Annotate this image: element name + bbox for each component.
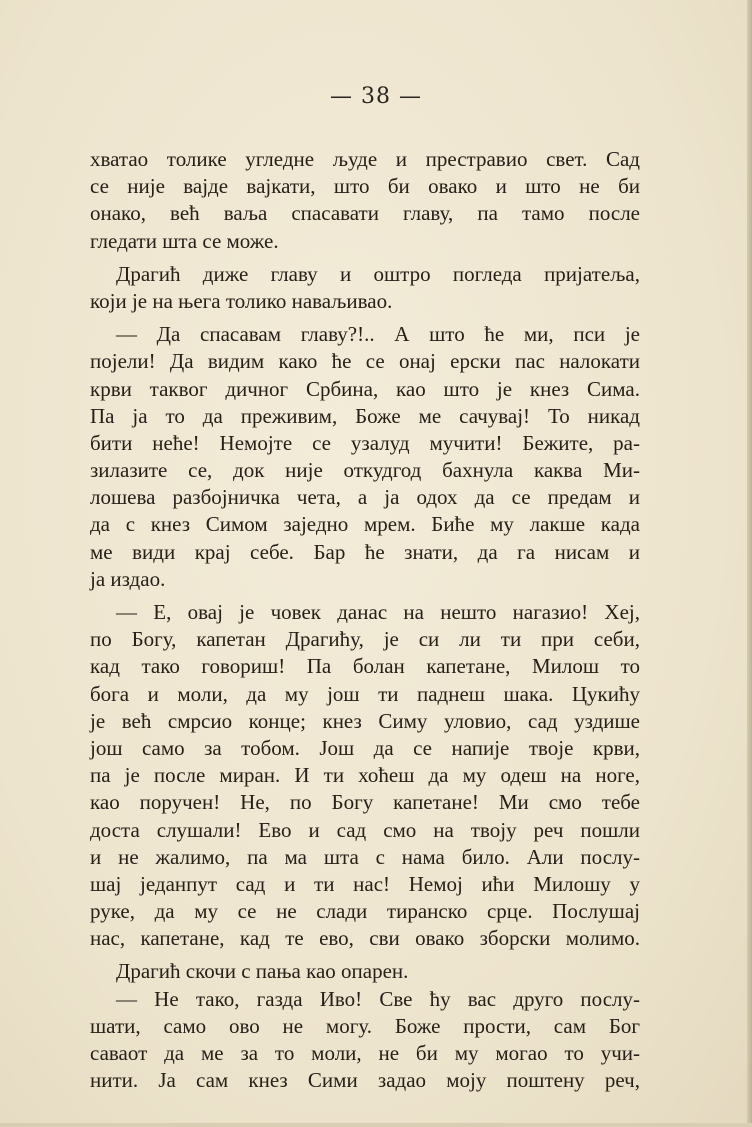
text-line: — Е, овај је човек данас на нешто нагазио! Хеј, — [116, 600, 640, 624]
text-line: — Не тако, газда Иво! Све ћу вас друго послу- — [116, 986, 640, 1011]
text-line: ја издао. — [90, 566, 166, 591]
text-line: зилазите се, док није откудгод бахнула каква Ми- — [90, 458, 640, 483]
text-line: бити неће! Немојте се узалуд мучити! Бежите, ра- — [90, 430, 640, 455]
text-line: хватао толике угледне људе и престравио свет. Сад — [90, 147, 640, 171]
text-line: бога и моли, да му још ти паднеш шака. Цукићу — [90, 681, 640, 706]
text-line: саваот да ме за то моли, не би му могао то учи- — [90, 1041, 640, 1065]
text-line: шај једанпут сад и ти нас! Немој ићи Милошу у — [90, 871, 640, 896]
text-line: Драгић диже главу и оштро погледа пријатеља, — [116, 261, 640, 286]
text-line: кад тако говориш! Па болан капетане, Милош то — [90, 654, 640, 679]
text-line: Драгић скочи с пања као опарен. — [116, 959, 409, 984]
text-line: нити. Ја сам кнез Сими задао моју поштену реч, — [90, 1068, 640, 1093]
text-line: гледати шта се може. — [90, 228, 279, 253]
page-edge-bottom — [0, 1123, 752, 1127]
text-line: Па ја то да преживим, Боже ме сачувај! То никад — [90, 403, 640, 428]
text-line: — Да спасавам главу?!.. А што ће ми, пси је — [116, 322, 640, 347]
page-number: — 38 — — [330, 84, 422, 109]
body-text — [90, 146, 640, 1094]
text-line: доста слушали! Ево и сад смо на твоју реч пошли — [90, 817, 640, 842]
text-line: још само за тобом. Још да се напије твоје крви, — [90, 735, 640, 760]
text-line: па је после миран. И ти хоћеш да му одеш на ноге, — [90, 763, 640, 788]
text-line: по Богу, капетан Драгићу, је си ли ти при себи, — [90, 627, 640, 652]
text-line: је већ смрсио конце; кнез Симу уловио, сад уздише — [90, 708, 640, 733]
text-line: да с кнез Симом заједно мрем. Биће му лакше када — [90, 512, 640, 537]
text-line: ме види крај себе. Бар ће знати, да га нисам и — [90, 539, 640, 564]
text-line: који је на њега толико наваљивао. — [90, 288, 393, 313]
text-line: руке, да му се не слади тиранско срце. Послушај — [90, 899, 640, 924]
text-line: крви таквог дичног Србина, као што је кнез Сима. — [90, 376, 640, 401]
text-line: нас, капетане, кад те ево, сви овако зборски молимо. — [90, 926, 640, 951]
text-line: се није вајде вајкати, што би овако и што не би — [90, 174, 640, 199]
text-line: као поручен! Не, по Богу капетане! Ми смо тебе — [90, 790, 640, 815]
text-line: лошева разбојничка чета, а ја одох да се предам и — [90, 485, 640, 510]
text-line: појели! Да видим како ће се онај ерски пас налокати — [90, 349, 640, 374]
page-edge-right — [747, 0, 752, 1127]
text-line: шати, само ово не могу. Боже прости, сам Бог — [90, 1013, 640, 1038]
text-line: онако, већ ваља спасавати главу, па тамо после — [90, 201, 640, 226]
text-line: и не жалимо, па ма шта с нама било. Али послу- — [90, 844, 640, 869]
